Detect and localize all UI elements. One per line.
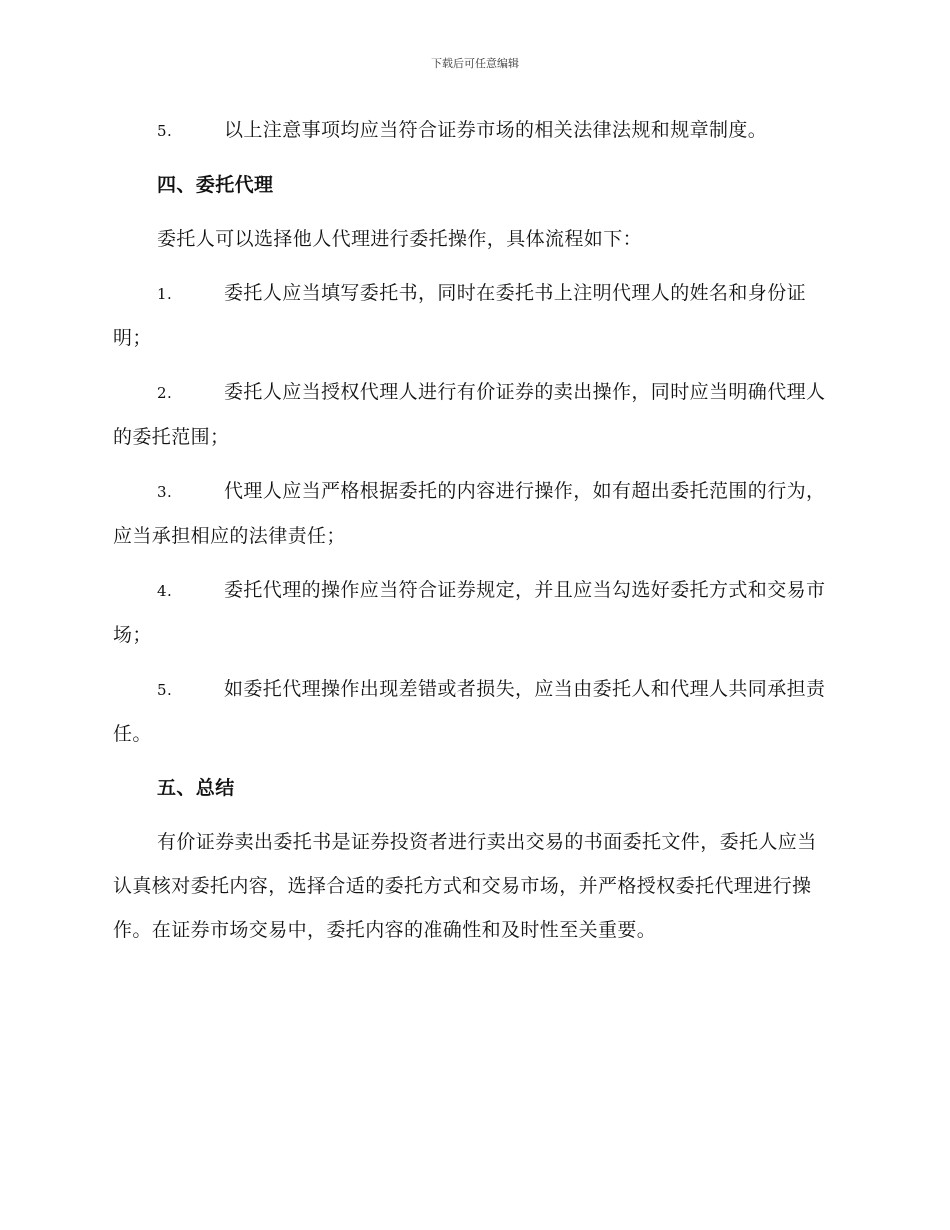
document-body — [113, 108, 831, 962]
list-item — [113, 271, 831, 360]
section-heading: 四、委托代理 — [157, 174, 274, 196]
item-number: 4. — [157, 582, 173, 600]
item-text: 委托人应当授权代理人进行有价证券的卖出操作，同时应当明确代理人的委托范围； — [113, 381, 826, 448]
item-text: 以上注意事项均应当符合证券市场的相关法律法规和规章制度。 — [224, 119, 768, 141]
item-number: 3. — [157, 483, 173, 501]
item-text: 如委托代理操作出现差错或者损失，应当由委托人和代理人共同承担责任。 — [113, 678, 826, 745]
section-heading: 五、总结 — [157, 777, 235, 799]
list-item — [113, 469, 831, 558]
list-item — [113, 370, 831, 459]
header-note: 下载后可任意编辑 — [431, 57, 519, 70]
item-number: 2. — [157, 384, 173, 402]
list-item — [113, 108, 831, 153]
item-text: 代理人应当严格根据委托的内容进行操作，如有超出委托范围的行为，应当承担相应的法律责任； — [113, 480, 826, 547]
item-text: 委托人应当填写委托书，同时在委托书上注明代理人的姓名和身份证明； — [113, 282, 807, 349]
list-item — [113, 568, 831, 657]
item-number: 5. — [157, 122, 173, 140]
item-number: 1. — [157, 285, 173, 303]
item-number: 5. — [157, 681, 173, 699]
item-text: 委托代理的操作应当符合证券规定，并且应当勾选好委托方式和交易市场； — [113, 579, 826, 646]
list-item — [113, 667, 831, 756]
summary-paragraph: 有价证券卖出委托书是证券投资者进行卖出交易的书面委托文件，委托人应当认真核对委托内容，选择合适的委托方式和交易市场，并严格授权委托代理进行操作。在证券市场交易中，委托内容的准确性和及时性至关重要。 — [113, 831, 817, 941]
section-intro: 委托人可以选择他人代理进行委托操作，具体流程如下： — [157, 228, 643, 250]
